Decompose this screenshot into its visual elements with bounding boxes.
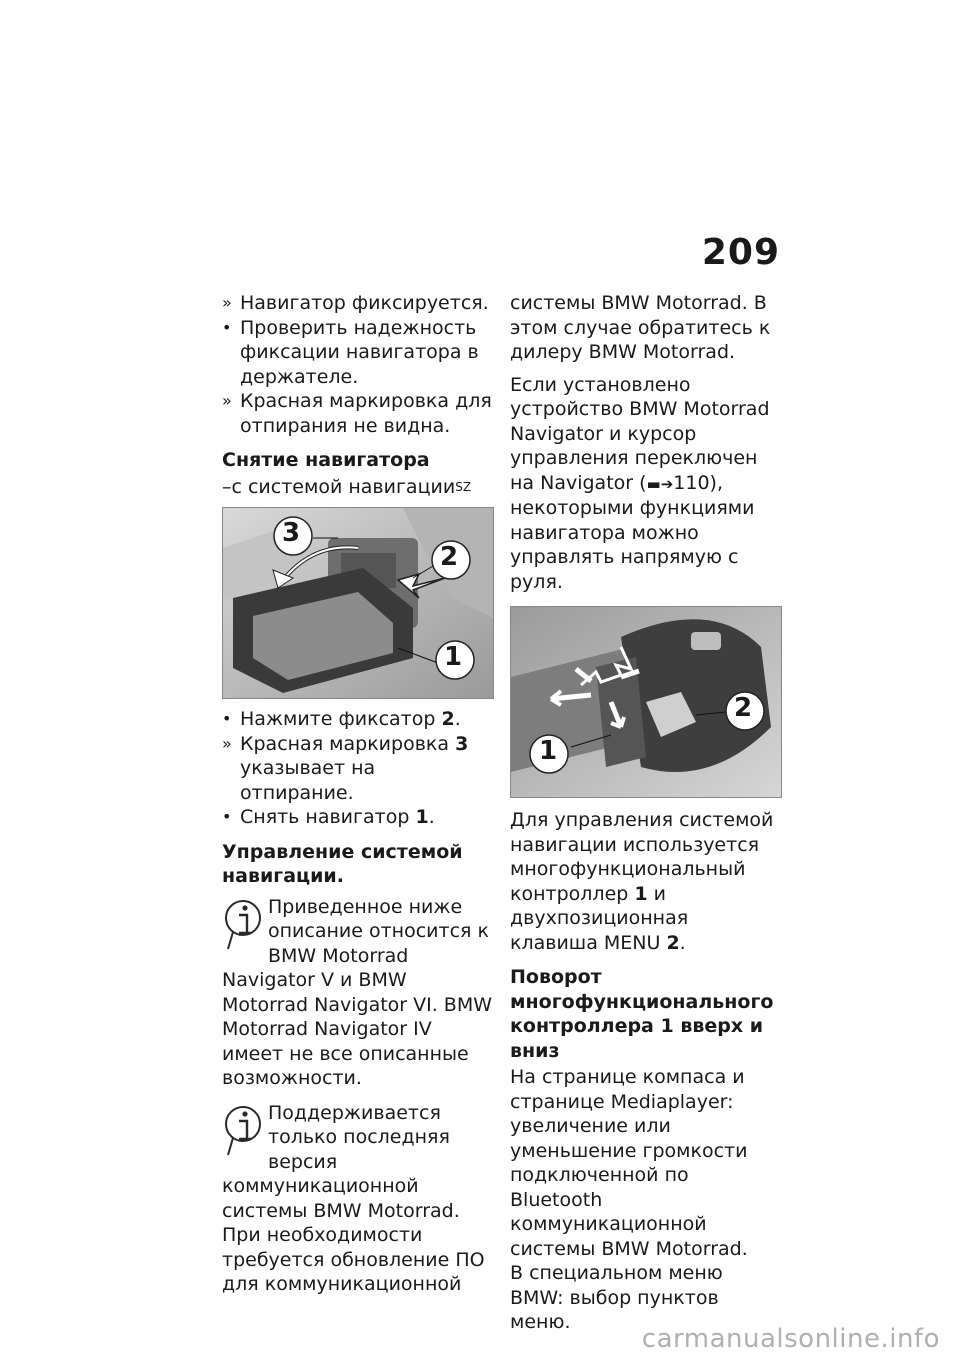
section-heading-control: Управление системой навигации.	[222, 840, 463, 887]
callout-2: 2	[440, 542, 459, 572]
info-note	[222, 1101, 494, 1297]
page-ref-arrow-icon: ▬➔	[646, 474, 674, 493]
section-heading-rotate: Поворот многофункционального контроллера 1 вверх и вниз	[510, 966, 774, 1062]
info-icon	[222, 897, 264, 951]
text-part: Нажмите фиксатор	[240, 708, 442, 730]
variant-text: –с системой навигации	[222, 475, 456, 498]
ref-number: 1	[415, 806, 429, 828]
list-item-text	[240, 805, 494, 830]
watermark: carmanualsonline.info	[641, 1324, 940, 1354]
list-item-text: Красная маркировка для отпирания не видна.	[240, 390, 492, 437]
text-part: Красная маркировка	[240, 732, 456, 755]
list-item-text	[240, 707, 494, 732]
arrow-marker: »	[222, 293, 232, 312]
list-item	[222, 291, 494, 316]
text-part: ), некоторыми функциями навигатора можно управлять напрямую с руля.	[510, 471, 755, 593]
bullet-marker: •	[222, 807, 232, 826]
variant-code: SZ	[455, 479, 472, 494]
info-note	[222, 895, 494, 1091]
list-item	[222, 316, 494, 390]
text-part: указывает на отпирание.	[240, 757, 376, 804]
list-item-text: Навигатор фиксируется.	[240, 292, 489, 314]
ref-number: 2	[441, 708, 455, 730]
list-item	[222, 707, 494, 732]
left-column	[222, 291, 494, 1307]
text-part: .	[454, 708, 461, 730]
text-part: и двухпозиционная клавиша MENU	[510, 882, 689, 954]
right-column	[510, 291, 782, 1343]
navigator-removal-figure	[222, 507, 494, 699]
paragraph: В специальном меню BMW: выбор пунктов меню.	[510, 1262, 723, 1333]
info-icon	[222, 1103, 264, 1157]
text-part: Если установлено устройство BMW Motorrad Navigator и курсор управления переключен на Navigator (	[510, 373, 770, 494]
callout-3: 3	[282, 518, 301, 548]
callout-2: 2	[734, 693, 753, 723]
callout-1: 1	[444, 642, 463, 672]
arrow-marker: »	[222, 391, 232, 410]
text-part: .	[428, 806, 435, 828]
text-part: .	[679, 931, 686, 954]
text-part: Для управления системой навигации используется многофункциональный контроллер	[510, 809, 774, 905]
paragraph: системы BMW Motorrad. В этом случае обратитесь к дилеру BMW Motorrad.	[510, 292, 771, 363]
list-item	[222, 389, 494, 438]
ref-number: 1	[634, 882, 648, 905]
paragraph	[510, 808, 782, 955]
note-text: Приведенное ниже описание относится к BMW Motorrad Navigator V и BMW Motorrad Navigator VI. BMW Motorrad Navigator IV имеет не все описанные возможности.	[222, 895, 493, 1089]
ref-number: 2	[666, 931, 680, 954]
paragraph	[510, 373, 782, 595]
list-item-text: Проверить надежность фиксации навигатора в держателе.	[240, 316, 479, 388]
page-ref-number: 110	[673, 471, 710, 494]
section-heading-removal: Снятие навигатора	[222, 449, 430, 471]
list-item	[222, 805, 494, 830]
variant-note	[222, 475, 494, 500]
text-part: Снять навигатор	[240, 806, 416, 828]
list-item-text	[240, 732, 494, 806]
ref-number: 3	[455, 732, 469, 755]
callout-1: 1	[539, 736, 558, 766]
arrow-marker: »	[222, 733, 232, 753]
handlebar-controller-figure	[510, 606, 782, 798]
bullet-marker: •	[222, 709, 232, 728]
note-text: Поддерживается только последняя версия коммуникационной системы BMW Motorrad. При необходимости требуется обновление ПО для коммуникационной	[222, 1101, 485, 1295]
paragraph: На странице компаса и странице Mediaplayer: увеличение или уменьшение громкости подключенной по Bluetooth коммуникационной системы BMW Motorrad.	[510, 1066, 748, 1260]
bullet-marker: •	[222, 317, 232, 337]
list-item	[222, 732, 494, 806]
page-number: 209	[701, 232, 780, 273]
